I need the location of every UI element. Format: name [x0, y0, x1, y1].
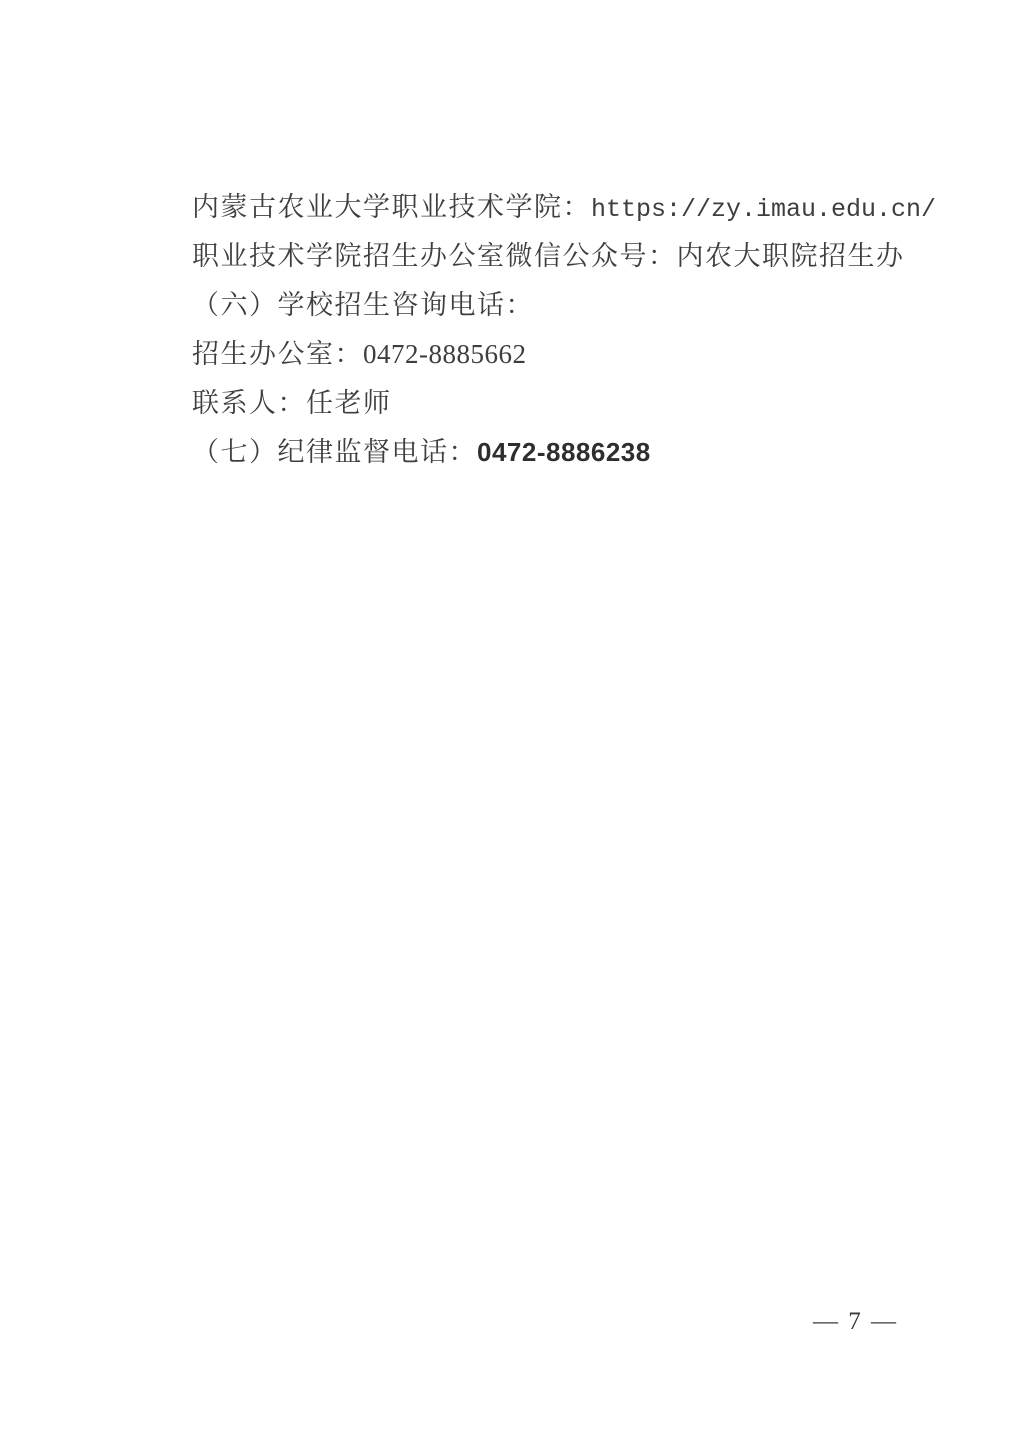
paragraph-wechat-line: [192, 232, 972, 281]
paragraph-section-seven-supervision-phone: [192, 428, 972, 477]
website-label: 内蒙古农业大学职业技术学院：: [192, 192, 591, 222]
paragraph-contact-person: [192, 379, 972, 428]
admissions-office-phone-number: 0472-8885662: [363, 339, 527, 369]
supervision-phone-label: （七）纪律监督电话：: [192, 437, 477, 467]
paragraph-section-six-heading: [192, 281, 972, 330]
website-url-text: https://zy.imau.edu.cn/: [591, 195, 937, 224]
paragraph-admissions-office-phone: [192, 330, 972, 379]
document-body: [192, 183, 972, 477]
paragraph-website-line: [192, 183, 972, 232]
section-six-heading-text: （六）学校招生咨询电话：: [192, 290, 534, 320]
admissions-office-label: 招生办公室：: [192, 339, 363, 369]
contact-person-text: 联系人：任老师: [192, 388, 392, 418]
wechat-account-text: 职业技术学院招生办公室微信公众号：内农大职院招生办: [192, 241, 905, 271]
page-number: — 7 —: [813, 1308, 898, 1335]
supervision-phone-number: 0472-8886238: [477, 437, 651, 467]
